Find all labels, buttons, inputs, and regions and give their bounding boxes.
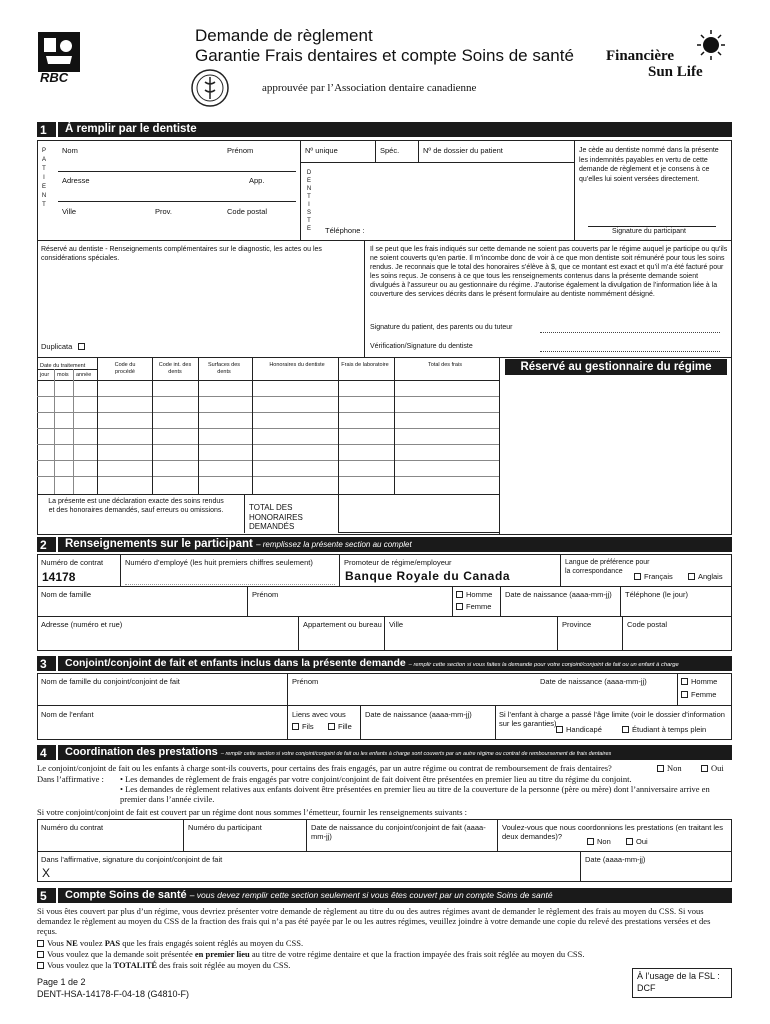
rbc-logo: [34, 28, 84, 86]
no-unique-label: Nº unique: [305, 146, 338, 155]
dentist-vertical-label: DENTISTE: [306, 170, 312, 234]
approved-by: approuvée par l’Association dentaire canadienne: [262, 82, 477, 94]
s2-promoteur-label: Promoteur de régime/employeur: [344, 558, 452, 567]
s3-enfant-age-label: Si l’enfant à charge a passé l’âge limite (voir le dossier d’information sur les garanties): [499, 710, 725, 728]
s3-homme-checkbox[interactable]: [681, 678, 688, 685]
section2-title: Renseignements sur le participant: [65, 538, 253, 550]
s4-signature-x[interactable]: X: [42, 866, 51, 880]
s2-francais-option[interactable]: Français: [634, 572, 673, 581]
s4-non2-checkbox[interactable]: [587, 838, 594, 845]
section2-number: 2: [40, 538, 47, 552]
s5-opt1[interactable]: Vous NE voulez PAS que les frais engagés soient réglés au moyen du CSS.: [37, 938, 303, 948]
s4-bullet2: • Les demandes de règlement relatives aux enfants doivent être présentées en premier lieu au titre de la couverture de la personne (père ou mère) dont l’anniversaire arrive en premier dans l’année civile.: [120, 784, 710, 804]
cession-text: Je cède au dentiste nommé dans la présente les indemnités payables en vertu de cette demande de règlement et je consens à ce qu’elles lui soient versées directement.: [579, 147, 719, 183]
section2-subtitle: – remplissez la présente section au complet: [256, 540, 412, 549]
femme-checkbox[interactable]: [456, 603, 463, 610]
section4-title: Coordination des prestations: [65, 746, 218, 758]
patient-app-label: App.: [249, 176, 265, 185]
declaration-text: La présente est une déclaration exacte des soins rendus et des honoraires demandés, sauf erreurs ou omissions.: [48, 498, 224, 514]
s2-appartement-label: Appartement ou bureau: [303, 620, 382, 629]
s4-bullet1: • Les demandes de règlement de frais engagés par votre conjoint/conjoint de fait doivent être présentées en premier lieu au titre du régime du conjoint.: [120, 774, 632, 784]
sig-participant-label: Signature du participant: [612, 228, 686, 235]
s4-non-checkbox[interactable]: [657, 765, 664, 772]
section5-subtitle: – vous devez remplir cette section seulement si vous êtes couvert par un compte Soins de santé: [189, 890, 553, 900]
section3-title: Conjoint/conjoint de fait et enfants inclus dans la présente demande: [65, 657, 406, 669]
patient-prenom-label: Prénom: [227, 146, 254, 155]
fille-checkbox[interactable]: [328, 723, 335, 730]
section1-number: 1: [40, 123, 47, 137]
s4-naissance-label: Date de naissance du conjoint/conjoint de fait (aaaa-mm-jj): [311, 823, 486, 841]
s4-question: Le conjoint/conjoint de fait ou les enfants à charge sont-ils couverts, pour certains des frais engagés, par un autre régime ou contrat de remboursement de frais dentaires?: [37, 763, 612, 773]
dentist-telephone-label: Téléphone :: [325, 226, 365, 235]
patient-adresse-label: Adresse: [62, 176, 90, 185]
s3-etudiant-option[interactable]: Étudiant à temps plein: [622, 725, 706, 734]
s4-contrat-label: Numéro du contrat: [41, 823, 104, 832]
spec-label: Spéc.: [380, 146, 400, 155]
sig-patient-line[interactable]: [540, 332, 720, 333]
th-total: Total des frais: [428, 362, 462, 368]
th-code-procede: Code du procédé: [114, 362, 136, 375]
verification-line[interactable]: [540, 351, 720, 352]
s3-liens-label: Liens avec vous: [292, 710, 346, 719]
s2-prenom-label: Prénom: [252, 590, 279, 599]
th-jour: jour: [40, 372, 50, 378]
s4-oui2-option[interactable]: Oui: [626, 837, 648, 846]
form-subtitle: Garantie Frais dentaires et compte Soins de santé: [195, 46, 574, 65]
duplicata-label: Duplicata: [41, 342, 88, 351]
th-frais-lab: Frais de laboratoire: [341, 362, 389, 368]
s2-employe-field[interactable]: [125, 578, 335, 585]
s3-nom-conjoint-label: Nom de famille du conjoint/conjoint de fait: [41, 677, 180, 686]
patient-nom-label: Nom: [62, 146, 78, 155]
dossier-label: Nº de dossier du patient: [423, 146, 503, 155]
s5-opt2-checkbox[interactable]: [37, 951, 44, 958]
section5-number: 5: [40, 889, 47, 903]
s4-date-label: Date (aaaa-mm-jj): [585, 855, 646, 864]
duplicata-checkbox[interactable]: [78, 343, 85, 350]
patient-cp-label: Code postal: [227, 207, 268, 216]
s2-employe-label: Numéro d’employé (les huit premiers chiffres seulement): [125, 558, 313, 567]
s2-contrat-value[interactable]: 14178: [42, 570, 76, 584]
s2-nom-label: Nom de famille: [41, 590, 92, 599]
sunlife-line2: Sun Life: [648, 64, 703, 80]
s3-fils-option[interactable]: Fils: [292, 722, 314, 731]
s4-oui2-checkbox[interactable]: [626, 838, 633, 845]
handicape-checkbox[interactable]: [556, 726, 563, 733]
anglais-checkbox[interactable]: [688, 573, 695, 580]
s2-province-label: Province: [562, 620, 592, 629]
section4-number: 4: [40, 746, 47, 760]
footer-code: DENT-HSA-14178-F-04-18 (G4810-F): [37, 989, 190, 999]
section3-subtitle: – remplir cette section si vous faites la demande pour votre conjoint/conjoint de fait ou un enfant à charge: [408, 662, 679, 668]
s2-langue-label: Langue de préférence pour la correspondance: [565, 559, 650, 575]
fsl-dcf-label: DCF: [637, 983, 656, 993]
s2-cp-label: Code postal: [627, 620, 668, 629]
s3-naissance2-label: Date de naissance (aaaa-mm-jj): [365, 710, 472, 719]
patient-prov-label: Prov.: [155, 207, 172, 216]
fils-checkbox[interactable]: [292, 723, 299, 730]
section5-title: Compte Soins de santé: [65, 889, 187, 901]
verification-label: Vérification/Signature du dentiste: [370, 343, 473, 350]
rbc-logo-text: RBC: [40, 70, 69, 85]
s3-homme-option[interactable]: Homme: [681, 677, 717, 686]
s3-handicape-option[interactable]: Handicapé: [556, 725, 602, 734]
section4-header: [37, 745, 732, 760]
s4-dans-aff: Dans l’affirmative :: [37, 774, 104, 784]
s2-contrat-label: Numéro de contrat: [41, 558, 104, 567]
s3-femme-checkbox[interactable]: [681, 691, 688, 698]
s4-signature-label: Dans l’affirmative, signature du conjoint/conjoint de fait: [41, 855, 223, 864]
reserve-dentiste-text: Réservé au dentiste - Renseignements complémentaires sur le diagnostic, les actes ou les considérations spéciales.: [41, 246, 322, 262]
section1-title: À remplir par le dentiste: [65, 123, 197, 135]
s3-femme-option[interactable]: Femme: [681, 690, 716, 699]
patient-vertical-label: PATIENT: [41, 148, 47, 211]
francais-checkbox[interactable]: [634, 573, 641, 580]
s5-intro: Si vous êtes couvert par plus d’un régime, vous devriez présenter votre demande de règlement au titre du ou des autres régimes avant de demander le règlement des frais au moyen du CSS. Si vous demandez le règlement au moyen du CSS de la fraction des frais qui n’a pas été payée par le ou les autres régimes, veuillez joindre à votre demande une copie du relevé des prestations versées et des reçus.: [37, 906, 711, 936]
s2-promoteur-value[interactable]: Banque Royale du Canada: [345, 569, 511, 583]
section4-subtitle: – remplir cette section si votre conjoint/conjoint de fait ou les enfants à charge sont couverts par un autre régime ou contrat de remboursement de frais dentaires: [220, 751, 612, 757]
form-title: Demande de règlement: [195, 26, 373, 45]
sunlife-line1: Financière: [606, 48, 675, 64]
s2-homme-option[interactable]: Homme: [456, 590, 492, 599]
s2-telephone-label: Téléphone (le jour): [625, 590, 688, 599]
s3-naissance-label: Date de naissance (aaaa-mm-jj): [540, 677, 647, 686]
section2-header: [37, 537, 732, 552]
s4-participant-label: Numéro du participant: [188, 823, 262, 832]
s3-prenom-label: Prénom: [292, 677, 319, 686]
sig-patient-label: Signature du patient, des parents ou du tuteur: [370, 324, 513, 331]
s4-non-option[interactable]: Non: [657, 763, 682, 773]
s5-opt1-checkbox[interactable]: [37, 940, 44, 947]
s4-oui-option[interactable]: Oui: [701, 763, 724, 773]
section3-header: [37, 656, 732, 671]
sunlife-logo: [600, 28, 730, 80]
s4-non2-option[interactable]: Non: [587, 837, 611, 846]
s2-anglais-option[interactable]: Anglais: [688, 572, 723, 581]
reserve-gestionnaire-title: Réservé au gestionnaire du régime: [505, 359, 727, 375]
s3-nom-enfant-label: Nom de l’enfant: [41, 710, 94, 719]
total-honoraires-label: TOTAL DES HONORAIRES DEMANDÉS: [249, 503, 303, 531]
cda-seal-icon: [190, 68, 230, 108]
s5-opt3-checkbox[interactable]: [37, 962, 44, 969]
section3-number: 3: [40, 657, 47, 671]
s4-coordonner-label: Voulez-vous que nous coordonnions les prestations (en traitant les deux demandes)?: [502, 823, 723, 841]
fsl-usage-label: À l’usage de la FSL :: [637, 971, 720, 981]
s2-adresse-label: Adresse (numéro et rue): [41, 620, 123, 629]
patient-ville-label: Ville: [62, 207, 77, 216]
th-code-dents: Code int. des dents: [158, 362, 192, 375]
consent-text: Il se peut que les frais indiqués sur cette demande ne soient pas couverts par le régime auquel je participe ou qu’ils ne soient couverts qu’en partie. Il m’incombe donc de voir à ce que mon dentiste soit rémunéré pour tous les soins rendus. Je reconnais que le total des honoraires s’élève à $, que ce montant est exact et qu’il m’a été facturé pour les soins reçus. Je consens à ce que tous les renseignements contenus dans la présente demande soient divulgués à l’assureur ou au gestionnaire du régime. J’autorise également la divulgation de l’information liée à la couverture des services décrits dans le présent formulaire au dentiste nommément désigné.: [370, 246, 728, 298]
s2-ville-label: Ville: [389, 620, 404, 629]
s5-opt2[interactable]: Vous voulez que la demande soit présentée en premier lieu au titre de votre régime dentaire et que la fraction impayée des frais soit réglée au moyen du CSS.: [37, 949, 584, 959]
th-date: Date du traitement: [40, 363, 86, 369]
etudiant-checkbox[interactable]: [622, 726, 629, 733]
s2-femme-option[interactable]: Femme: [456, 602, 491, 611]
footer-page: Page 1 de 2: [37, 977, 86, 987]
th-surfaces: Surfaces des dents: [207, 362, 241, 375]
th-annee: année: [76, 372, 92, 378]
s4-oui-checkbox[interactable]: [701, 765, 708, 772]
homme-checkbox[interactable]: [456, 591, 463, 598]
s3-fille-option[interactable]: Fille: [328, 722, 352, 731]
th-mois: mois: [57, 372, 69, 378]
th-honoraires: Honoraires du dentiste: [269, 362, 325, 368]
s4-si-couvert: Si votre conjoint/conjoint de fait est couvert par un régime dont nous sommes l’émetteur, fournir les renseignements suivants :: [37, 807, 467, 817]
section5-header: [37, 888, 732, 903]
s5-opt3[interactable]: Vous voulez que la TOTALITÉ des frais soit réglée au moyen du CSS.: [37, 960, 290, 970]
section1-header: [37, 122, 732, 137]
sun-icon: [696, 28, 726, 62]
s2-naissance-label: Date de naissance (aaaa-mm-jj): [505, 590, 612, 599]
